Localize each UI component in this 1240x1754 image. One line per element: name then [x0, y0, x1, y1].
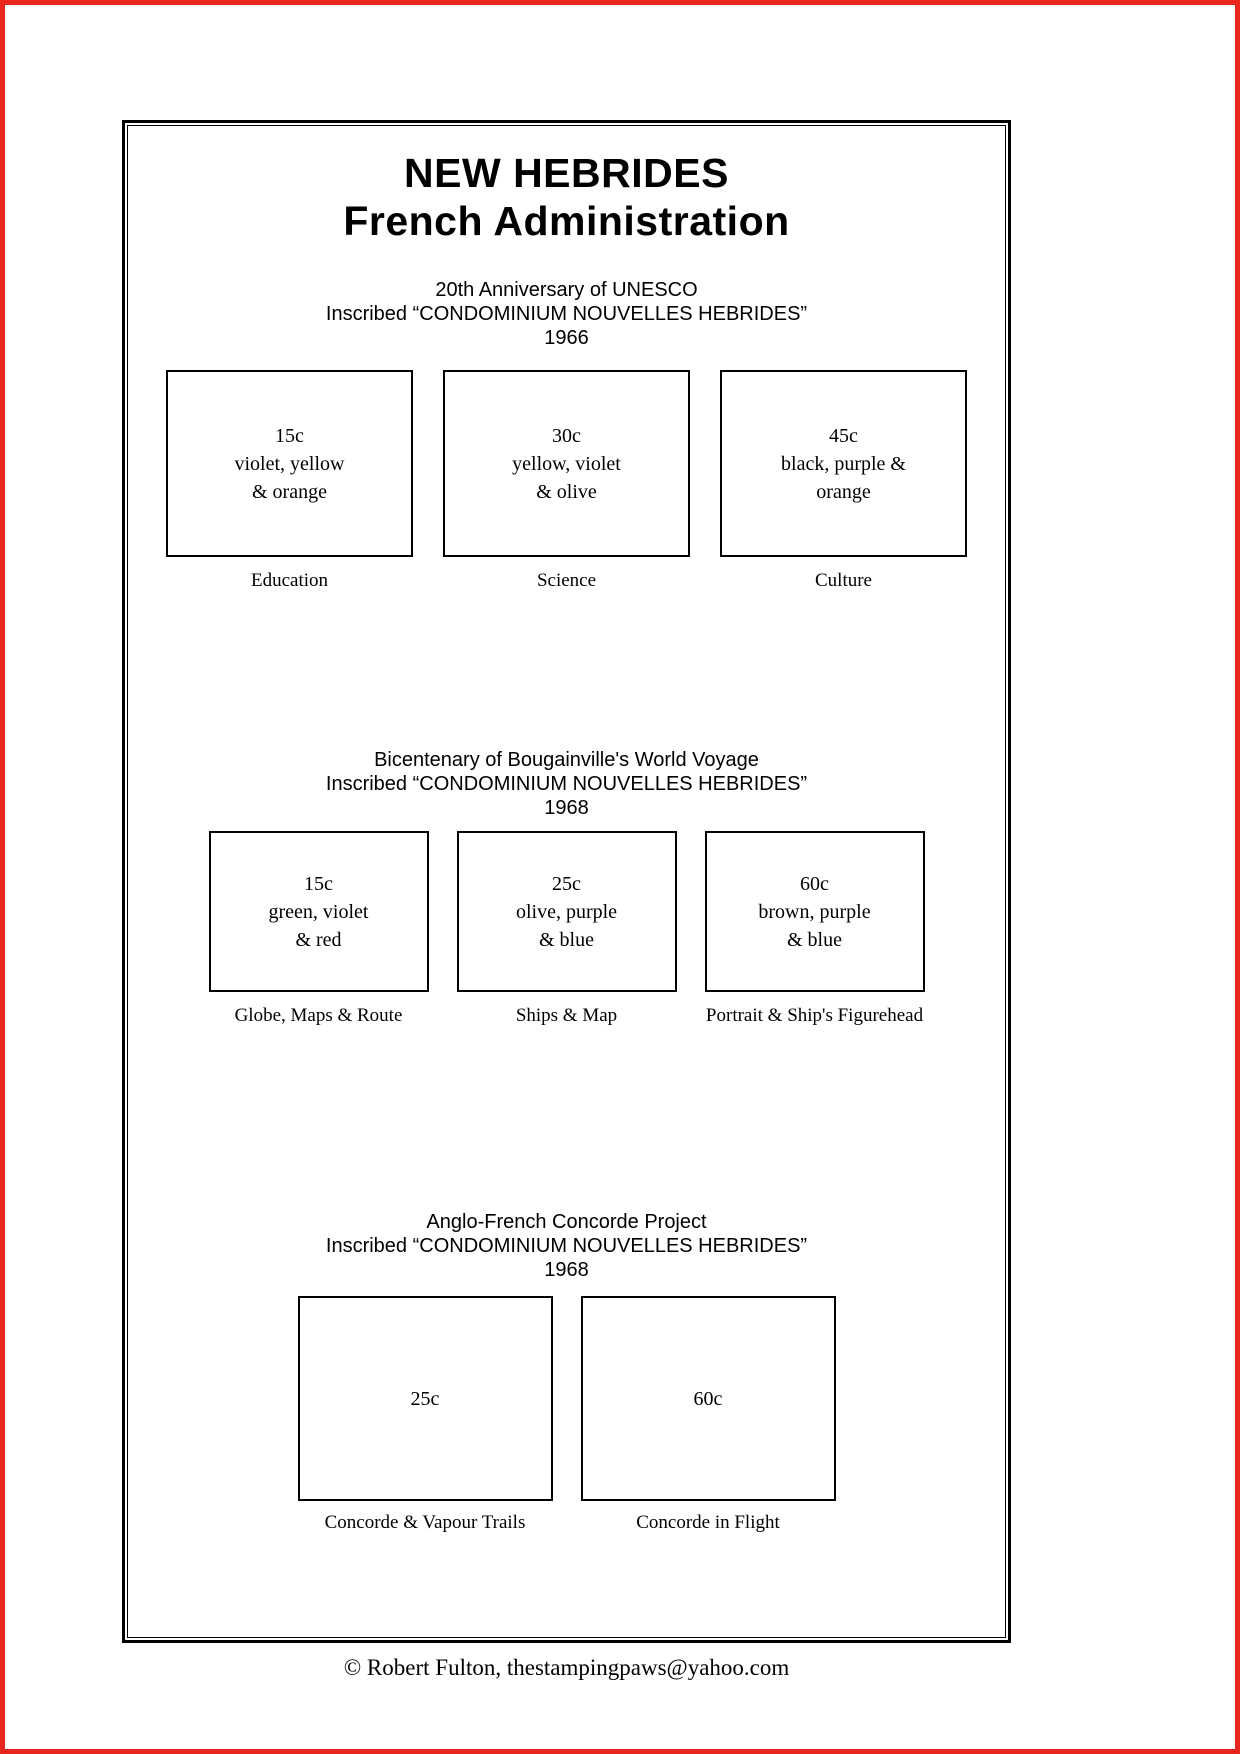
stamp-description — [235, 422, 345, 506]
stamp-colors-line: & orange — [252, 480, 327, 503]
stamp-box — [581, 1296, 836, 1501]
stamp-box — [166, 370, 413, 557]
stamp-colors-line: orange — [816, 480, 871, 503]
stamp-box — [720, 370, 967, 557]
stamp-colors-line: & red — [295, 928, 342, 951]
stamp-row-bougainville — [125, 831, 1008, 992]
stamp-colors-line: green, violet — [268, 900, 369, 923]
stamp-caption: Globe, Maps & Route — [234, 1005, 403, 1026]
page-content — [125, 123, 1008, 1640]
section-unesco-header — [125, 278, 1008, 350]
stamp-colors-line: olive, purple — [515, 900, 618, 923]
stamp-row-unesco — [125, 370, 1008, 557]
section-year: 1968 — [544, 797, 589, 819]
stamp-box — [443, 370, 690, 557]
page-title-line1: NEW HEBRIDES — [404, 150, 729, 196]
stamp-box — [298, 1296, 553, 1501]
page-title — [125, 149, 1008, 245]
section-heading: 20th Anniversary of UNESCO — [435, 279, 698, 301]
section-concorde-header — [125, 1210, 1008, 1282]
section-bougainville-header — [125, 748, 1008, 820]
caption-row-concorde — [125, 1511, 1008, 1535]
stamp-caption: Ships & Map — [515, 1005, 618, 1026]
stamp-description — [411, 1385, 440, 1413]
caption-row-unesco — [125, 569, 1008, 593]
page-title-line2: French Administration — [343, 198, 790, 244]
stamp-denomination: 15c — [304, 872, 333, 895]
stamp-colors-line: yellow, violet — [512, 452, 621, 475]
stamp-denomination: 15c — [275, 424, 304, 447]
stamp-colors-line: & blue — [786, 928, 842, 951]
section-inscription: Inscribed “CONDOMINIUM NOUVELLES HEBRIDES” — [325, 773, 808, 795]
stamp-caption: Concorde in Flight — [636, 1512, 780, 1533]
section-heading: Bicentenary of Bougainville's World Voyage — [374, 749, 759, 771]
stamp-colors-line: brown, purple — [758, 900, 871, 923]
stamp-colors-line: black, purple & — [781, 452, 906, 475]
stamp-caption: Science — [536, 570, 597, 591]
stamp-box — [705, 831, 925, 992]
stamp-description — [512, 422, 621, 506]
stamp-description — [781, 422, 906, 506]
stamp-denomination: 60c — [693, 1387, 723, 1410]
stamp-box — [457, 831, 677, 992]
stamp-denomination: 45c — [829, 424, 858, 447]
stamp-description — [694, 1385, 723, 1413]
stamp-colors-line: & blue — [539, 928, 594, 951]
caption-row-bougainville — [125, 1004, 1008, 1028]
section-inscription: Inscribed “CONDOMINIUM NOUVELLES HEBRIDES” — [325, 303, 808, 325]
stamp-caption: Portrait & Ship's Figurehead — [705, 1005, 924, 1026]
stamp-row-concorde — [125, 1296, 1008, 1501]
stamp-description — [269, 870, 369, 954]
section-heading: Anglo-French Concorde Project — [426, 1211, 707, 1233]
footer-copyright: © Robert Fulton, thestampingpaws@yahoo.com — [343, 1655, 790, 1680]
stamp-denomination: 30c — [552, 424, 581, 447]
section-year: 1968 — [544, 1259, 589, 1281]
section-year: 1966 — [544, 327, 589, 349]
stamp-caption: Culture — [815, 570, 872, 591]
stamp-caption: Concorde & Vapour Trails — [324, 1512, 526, 1533]
stamp-denomination: 60c — [800, 872, 829, 895]
stamp-description — [516, 870, 617, 954]
stamp-caption: Education — [250, 570, 329, 591]
stamp-colors-line: & olive — [536, 480, 597, 503]
page-frame — [122, 120, 1011, 1643]
stamp-denomination: 25c — [410, 1387, 440, 1410]
section-inscription: Inscribed “CONDOMINIUM NOUVELLES HEBRIDES” — [325, 1235, 808, 1257]
stamp-colors-line: violet, yellow — [234, 452, 345, 475]
stamp-box — [209, 831, 429, 992]
stamp-description — [758, 870, 870, 954]
stamp-denomination: 25c — [552, 872, 581, 895]
